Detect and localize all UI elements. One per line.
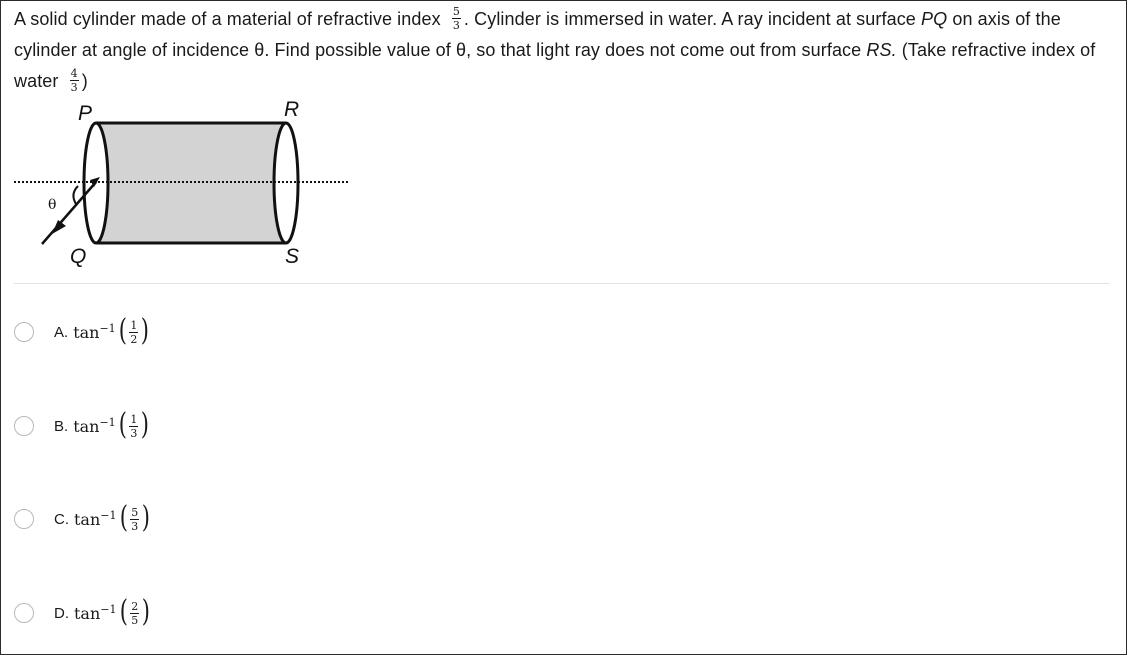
left-paren: ( xyxy=(119,594,128,629)
option-math xyxy=(74,594,152,629)
label-theta: θ xyxy=(48,197,57,213)
tan-function: tan xyxy=(73,416,100,436)
fraction-denominator: 5 xyxy=(131,613,139,627)
question-part5: ) xyxy=(81,71,88,91)
option-math xyxy=(74,500,152,535)
option-a[interactable] xyxy=(14,314,151,350)
question-part1: A solid cylinder made of a material of refractive index xyxy=(14,9,441,29)
divider xyxy=(14,283,1110,284)
label-q: Q xyxy=(70,245,87,268)
inverse-exponent: −1 xyxy=(100,508,117,522)
right-paren: ) xyxy=(141,407,150,442)
right-paren: ) xyxy=(141,594,151,629)
left-paren: ( xyxy=(118,407,127,442)
cylinder-diagram-svg xyxy=(14,96,354,271)
water-index-fraction xyxy=(70,68,79,93)
left-paren: ( xyxy=(118,313,127,348)
fraction-denominator: 3 xyxy=(131,519,139,533)
tan-function: tan xyxy=(74,603,101,623)
left-paren: ( xyxy=(119,500,128,535)
option-fraction xyxy=(129,320,138,345)
option-b[interactable] xyxy=(14,408,151,444)
label-s: S xyxy=(285,245,300,268)
radio-button-icon[interactable] xyxy=(14,416,34,436)
fraction-numerator: 5 xyxy=(131,505,139,519)
question-part4: (Take refractive index of water xyxy=(14,40,1096,91)
right-paren: ) xyxy=(141,500,151,535)
label-p: P xyxy=(78,102,93,125)
cylinder-diagram xyxy=(14,96,354,271)
surface-pq-label: PQ xyxy=(921,9,948,29)
fraction-numerator: 5 xyxy=(452,4,460,18)
option-math xyxy=(73,407,151,442)
tan-function: tan xyxy=(74,509,101,529)
option-letter: B. xyxy=(54,417,69,435)
label-r: R xyxy=(284,98,300,121)
inverse-exponent: −1 xyxy=(99,415,116,429)
option-fraction xyxy=(129,414,138,439)
option-letter: D. xyxy=(54,604,69,622)
fraction-denominator: 3 xyxy=(452,18,460,32)
fraction-denominator: 2 xyxy=(130,332,138,346)
incidence-angle-arc xyxy=(73,186,78,204)
question-part3: on axis of the cylinder at angle of incidence θ. Find possible value of θ, so that light ray does not come out from surface xyxy=(14,9,1061,60)
question-text xyxy=(14,4,1114,97)
option-c[interactable] xyxy=(14,501,152,537)
refractive-index-fraction xyxy=(452,6,461,31)
fraction-numerator: 1 xyxy=(130,412,138,426)
fraction-numerator: 2 xyxy=(131,599,139,613)
radio-button-icon[interactable] xyxy=(14,603,34,623)
option-d[interactable] xyxy=(14,595,152,631)
option-fraction xyxy=(130,507,139,532)
fraction-numerator: 1 xyxy=(130,318,138,332)
radio-button-icon[interactable] xyxy=(14,509,34,529)
incident-arrowhead xyxy=(52,220,66,234)
option-letter: A. xyxy=(54,323,69,341)
question-part2: . Cylinder is immersed in water. A ray incident at surface xyxy=(463,9,916,29)
inverse-exponent: −1 xyxy=(99,321,116,335)
fraction-denominator: 3 xyxy=(70,80,78,94)
fraction-denominator: 3 xyxy=(130,426,138,440)
surface-rs-label: RS. xyxy=(866,40,897,60)
fraction-numerator: 4 xyxy=(70,66,78,80)
radio-button-icon[interactable] xyxy=(14,322,34,342)
right-paren: ) xyxy=(141,313,150,348)
inverse-exponent: −1 xyxy=(100,602,117,616)
tan-function: tan xyxy=(73,322,100,342)
option-math xyxy=(73,313,151,348)
option-letter: C. xyxy=(54,510,69,528)
option-fraction xyxy=(130,601,139,626)
